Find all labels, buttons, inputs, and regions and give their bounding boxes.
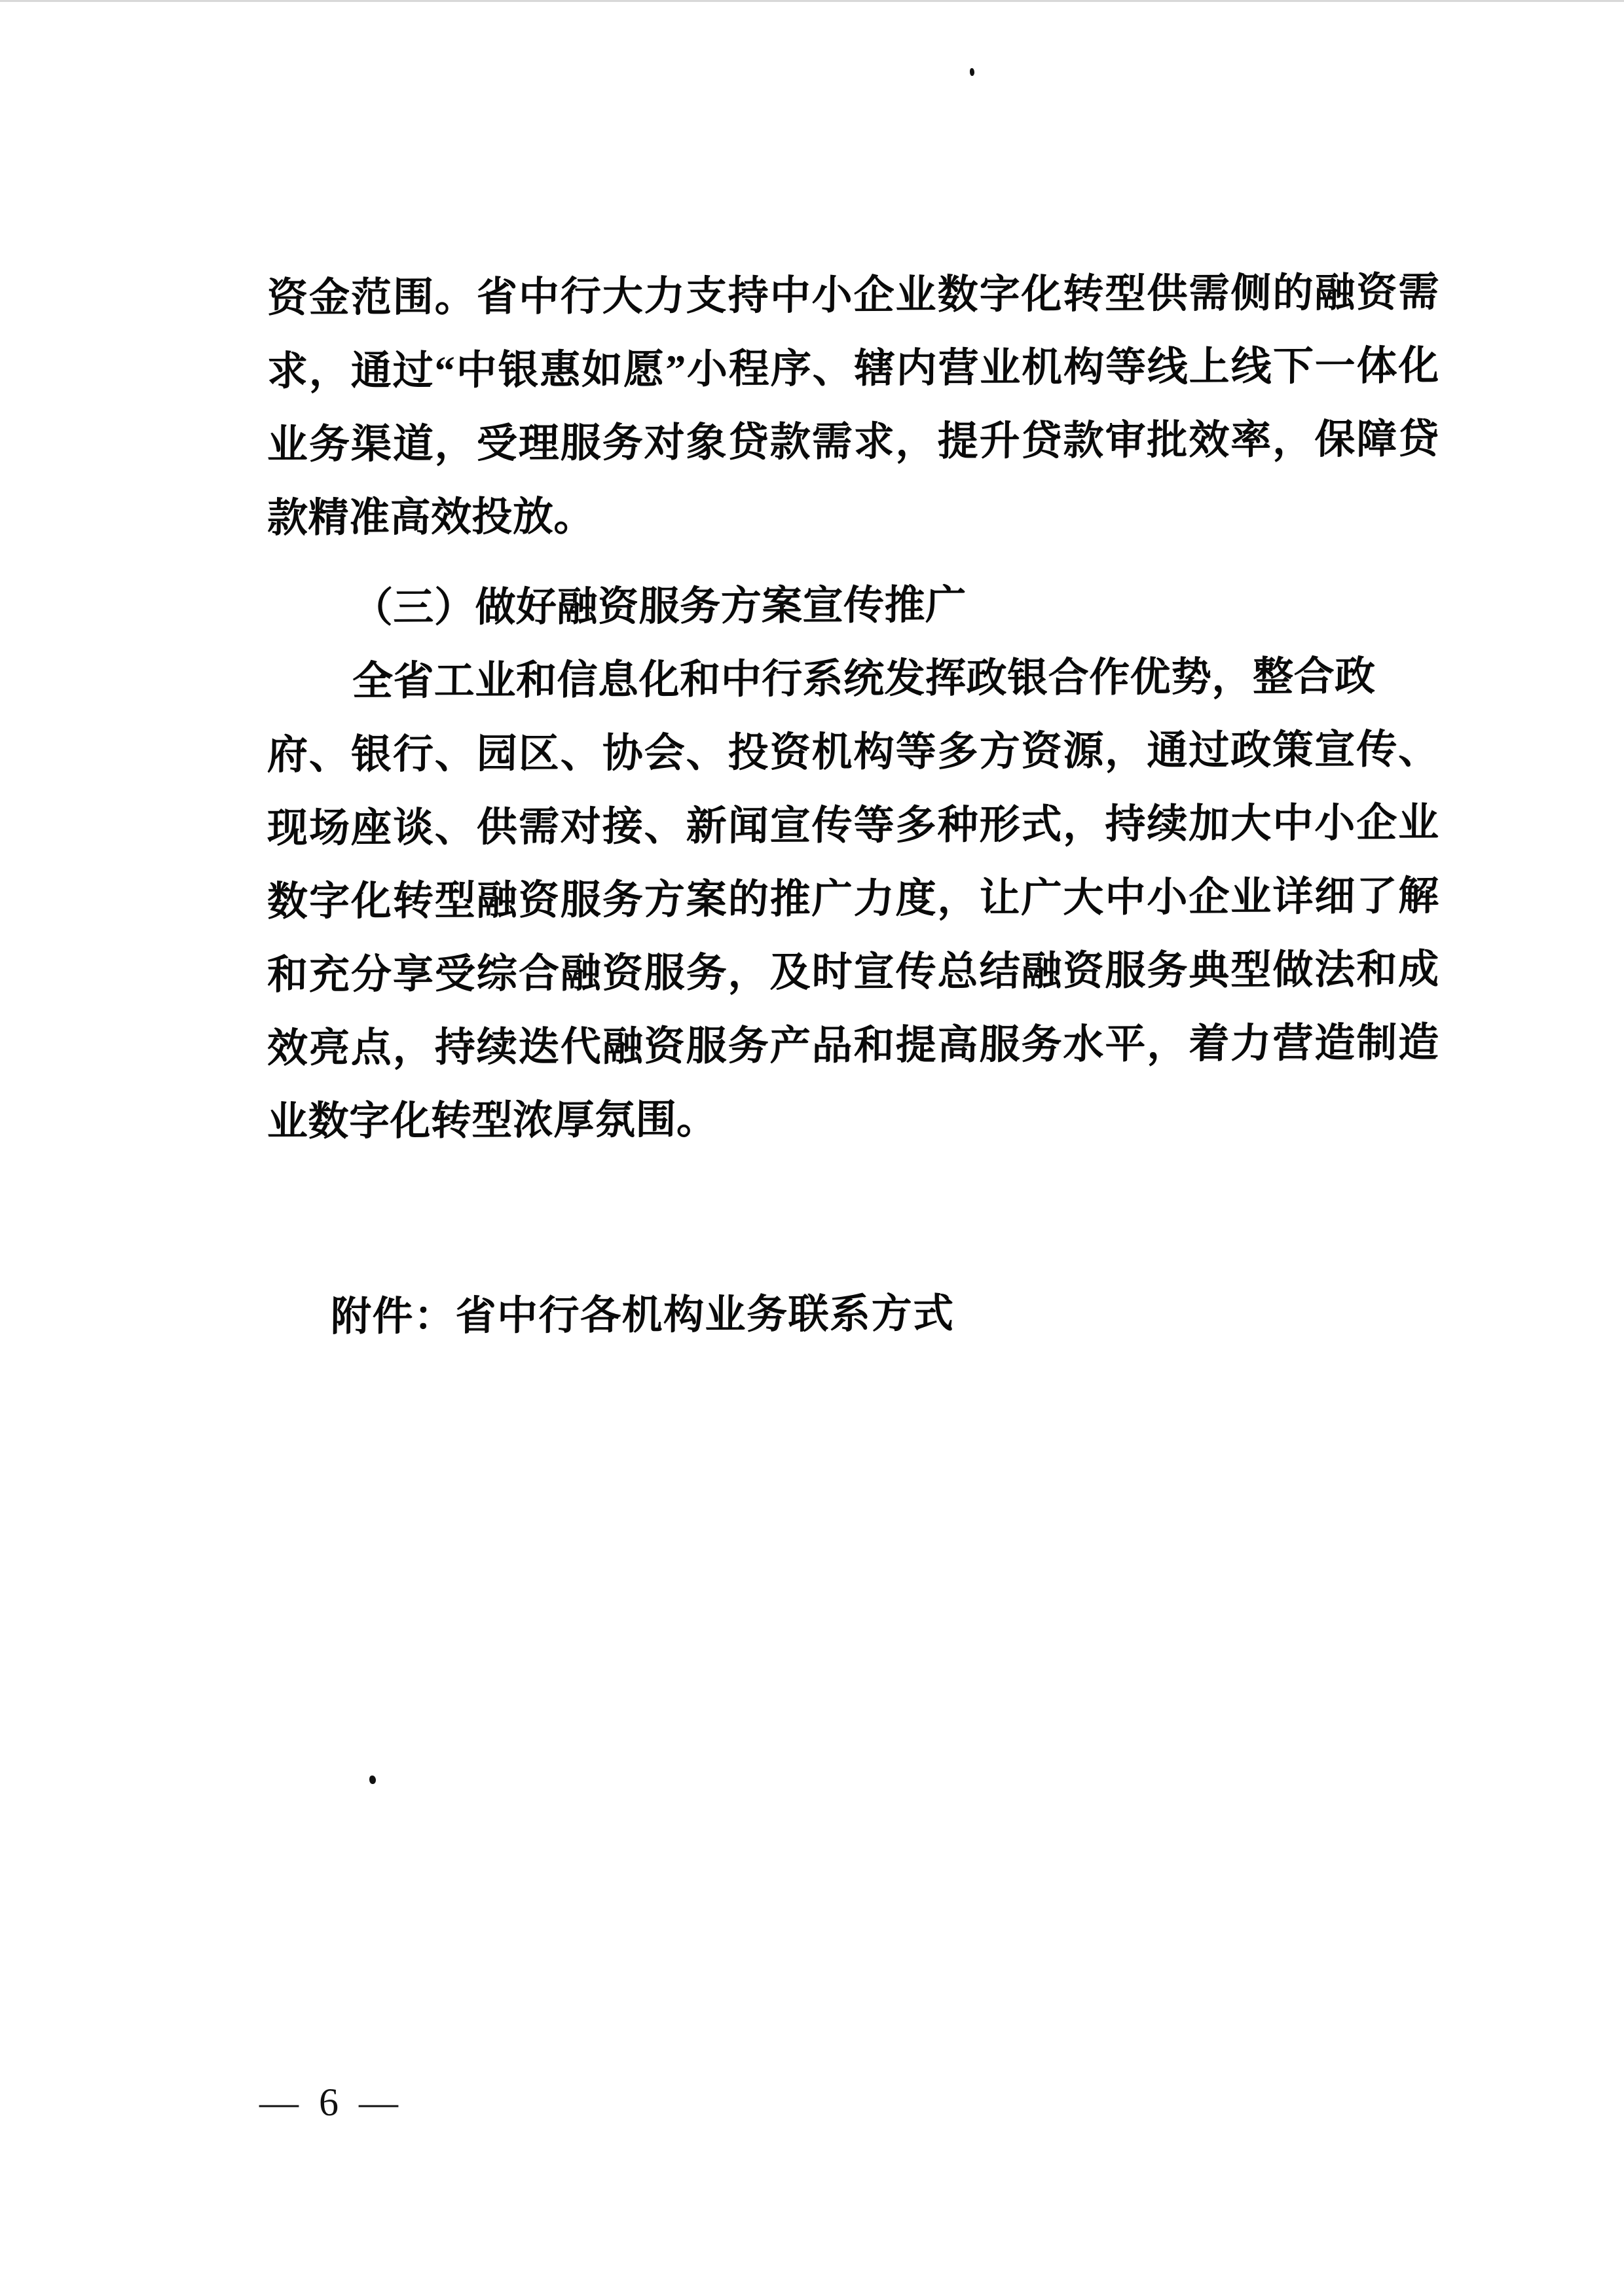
paragraph-line: 数 字 化 转 型 融 资 服 务 方 案 的 推 广 力 度 ， 让 广 大 中 小 企 业 详 细 了 解 [267,874,1440,924]
scan-speck-artifact-middle [369,1776,376,1784]
paragraph-line: 业数字化转型浓厚氛围。 [267,1097,718,1144]
attachment-reference: 附件：省中行各机构业务联系方式 [330,1292,955,1339]
paragraph-line: 资 金 范 围 。 省 中 行 大 力 支 持 中 小 企 业 数 字 化 转 型 供 需 侧 的 融 资 需 [267,270,1440,321]
paragraph-line: 全省工业和信息化和中行系统发挥政银合作优势，整合政 [352,654,1376,704]
paragraph-line: 效 亮 点 ， 持 续 迭 代 融 资 服 务 产 品 和 提 高 服 务 水 平 ， 着 力 营 造 制 造 [267,1021,1440,1071]
scan-edge-top [0,0,1624,2]
paragraph-line: 现 场 座 谈 、 供 需 对 接 、 新 闻 宣 传 等 多 种 形 式 ， 持 续 加 大 中 小 企 业 [267,801,1440,851]
section-heading: （三）做好融资服务方案宣传推广 [352,583,967,631]
paragraph-line: 款精准高效投放。 [267,494,595,541]
scan-speck-artifact-top [970,68,974,76]
paragraph-line: 业 务 渠 道 ， 受 理 服 务 对 象 贷 款 需 求 ， 提 升 贷 款 审 批 效 率 ， 保 障 贷 [267,417,1440,467]
page-text-body [267,262,1439,1159]
paragraph-line: 求 ， 通 过 “ 中 银 惠 如 愿 ” 小 程 序 、 辖 内 营 业 机 构 等 线 上 线 下 一 体 化 [267,344,1440,394]
page-number-marker: — 6 — [259,2081,403,2124]
continued-paragraph [267,262,1439,555]
paragraph-line: 和 充 分 享 受 综 合 融 资 服 务 ， 及 时 宣 传 总 结 融 资 服 务 典 型 做 法 和 成 [267,947,1440,998]
section-paragraph [267,646,1439,1159]
paragraph-line: 府 、 银 行 、 园 区 、 协 会 、 投 资 机 构 等 多 方 资 源 ， 通 过 政 策 宣 传 、 [267,727,1440,778]
